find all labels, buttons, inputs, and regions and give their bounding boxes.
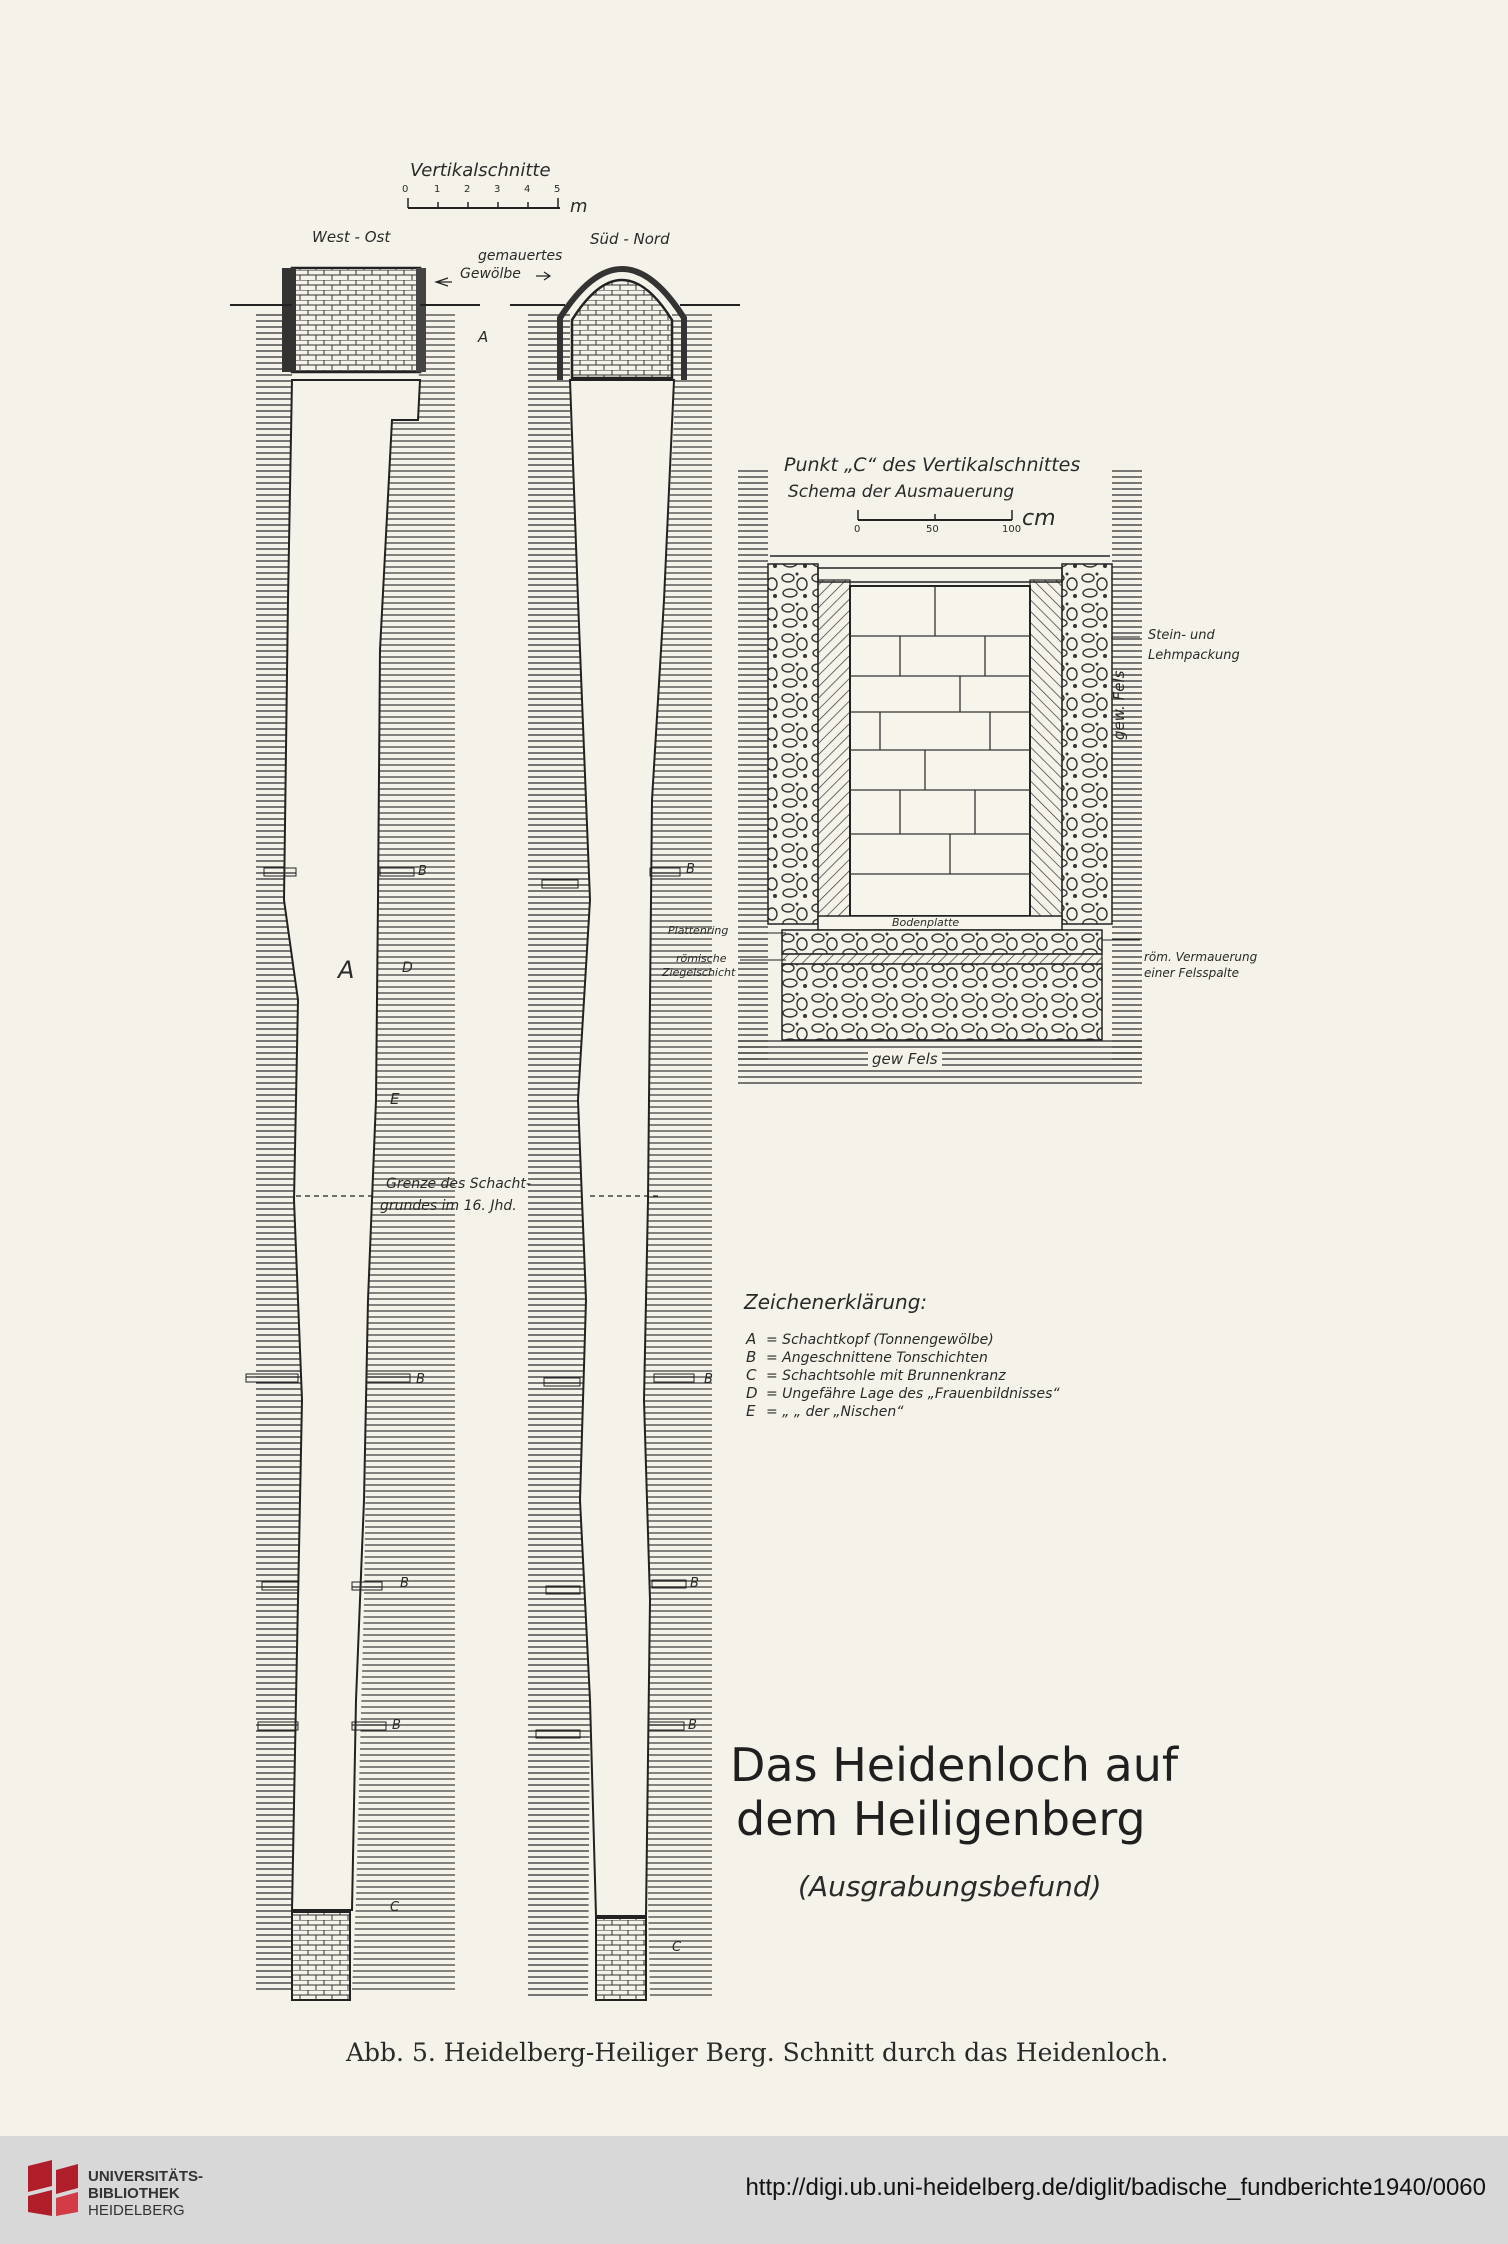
library-logo-icon bbox=[22, 2158, 82, 2218]
detail-title-2: Schema der Ausmauerung bbox=[788, 482, 1015, 502]
scale-bar-meters bbox=[408, 198, 560, 208]
marker-a-top: A bbox=[478, 328, 489, 346]
detail-scale-0: 0 bbox=[854, 524, 861, 535]
marker-b-4: B bbox=[704, 1372, 713, 1387]
label-vermauerung-2: einer Felsspalte bbox=[1144, 966, 1239, 980]
legend-text-a: = Schachtkopf (Tonnengewölbe) bbox=[766, 1332, 994, 1348]
legend-key-d: D bbox=[746, 1384, 758, 1402]
marker-b-8: B bbox=[688, 1718, 697, 1733]
figure-caption: Abb. 5. Heidelberg-Heiliger Berg. Schnitt durch das Heidenloch. bbox=[346, 2038, 1169, 2067]
scale-tick-0: 0 bbox=[402, 184, 409, 195]
shaft-west-ost bbox=[230, 268, 480, 2000]
scale-tick-4: 4 bbox=[524, 184, 531, 195]
boundary-label-2: grundes im 16. Jhd. bbox=[380, 1198, 517, 1214]
legend-key-b: B bbox=[746, 1348, 757, 1366]
legend-title: Zeichenerklärung: bbox=[744, 1290, 928, 1314]
scale-title: Vertikalschnitte bbox=[410, 160, 551, 181]
marker-b-2: B bbox=[686, 862, 695, 877]
section-west-ost: West - Ost bbox=[312, 228, 391, 246]
legend-key-a: A bbox=[746, 1330, 757, 1348]
scale-tick-1: 1 bbox=[434, 184, 441, 195]
library-name-3: HEIDELBERG bbox=[88, 2202, 185, 2219]
legend-text-b: = Angeschnittene Tonschichten bbox=[766, 1350, 988, 1366]
scale-tick-2: 2 bbox=[464, 184, 471, 195]
marker-c-2: C bbox=[672, 1940, 682, 1955]
marker-b-7: B bbox=[392, 1718, 401, 1733]
library-name-2: BIBLIOTHEK bbox=[88, 2185, 180, 2202]
footer-bar bbox=[0, 2136, 1508, 2244]
label-lehm: Lehmpackung bbox=[1148, 648, 1240, 663]
detail-ausmauerung bbox=[738, 470, 1142, 1086]
page-title-line-1: Das Heidenloch auf bbox=[730, 1738, 1179, 1792]
scale-tick-5: 5 bbox=[554, 184, 561, 195]
detail-scale-100: 100 bbox=[1002, 524, 1022, 535]
scale-unit: m bbox=[570, 196, 588, 217]
legend-key-c: C bbox=[746, 1366, 757, 1384]
label-ziegelschicht: Ziegelschicht bbox=[662, 966, 736, 979]
marker-a-mid: A bbox=[338, 956, 355, 984]
marker-c-1: C bbox=[390, 1900, 400, 1915]
label-gew-fels-side: gew. Fels bbox=[1110, 670, 1128, 740]
detail-scale-50: 50 bbox=[926, 524, 939, 535]
label-roemische: römische bbox=[676, 952, 727, 965]
source-url-link[interactable]: http://digi.ub.uni-heidelberg.de/diglit/badische_fundberichte1940/0060 bbox=[745, 2174, 1486, 2201]
scale-tick-3: 3 bbox=[494, 184, 501, 195]
marker-d: D bbox=[402, 960, 413, 976]
label-gew-fels-bottom: gew Fels bbox=[868, 1050, 942, 1068]
label-bodenplatte: Bodenplatte bbox=[892, 916, 960, 929]
marker-b-1: B bbox=[418, 864, 427, 879]
page-title-line-2: dem Heiligenberg bbox=[736, 1792, 1146, 1846]
label-plattenring: Plattenring bbox=[668, 924, 729, 937]
library-name-1: UNIVERSITÄTS- bbox=[88, 2168, 204, 2185]
label-stein: Stein- und bbox=[1148, 628, 1215, 643]
marker-b-5: B bbox=[400, 1576, 409, 1591]
legend-text-c: = Schachtsohle mit Brunnenkranz bbox=[766, 1368, 1006, 1384]
section-sued-nord: Süd - Nord bbox=[590, 230, 670, 248]
vault-label-2: Gewölbe bbox=[460, 266, 521, 282]
shaft-sued-nord bbox=[510, 269, 740, 2000]
marker-b-3: B bbox=[416, 1372, 425, 1387]
detail-title-1: Punkt „C“ des Vertikalschnittes bbox=[784, 454, 1081, 476]
vault-label-1: gemauertes bbox=[478, 248, 563, 264]
boundary-label-1: Grenze des Schacht- bbox=[386, 1176, 531, 1192]
marker-b-6: B bbox=[690, 1576, 699, 1591]
legend-key-e: E bbox=[746, 1402, 756, 1420]
label-vermauerung-1: röm. Vermauerung bbox=[1144, 950, 1258, 964]
legend-text-d: = Ungefähre Lage des „Frauenbildnisses“ bbox=[766, 1386, 1060, 1402]
page-subtitle: (Ausgrabungsbefund) bbox=[798, 1870, 1102, 1903]
marker-e: E bbox=[390, 1090, 400, 1108]
legend-text-e: = „ „ der „Nischen“ bbox=[766, 1404, 904, 1420]
detail-scale-unit: cm bbox=[1022, 506, 1056, 531]
